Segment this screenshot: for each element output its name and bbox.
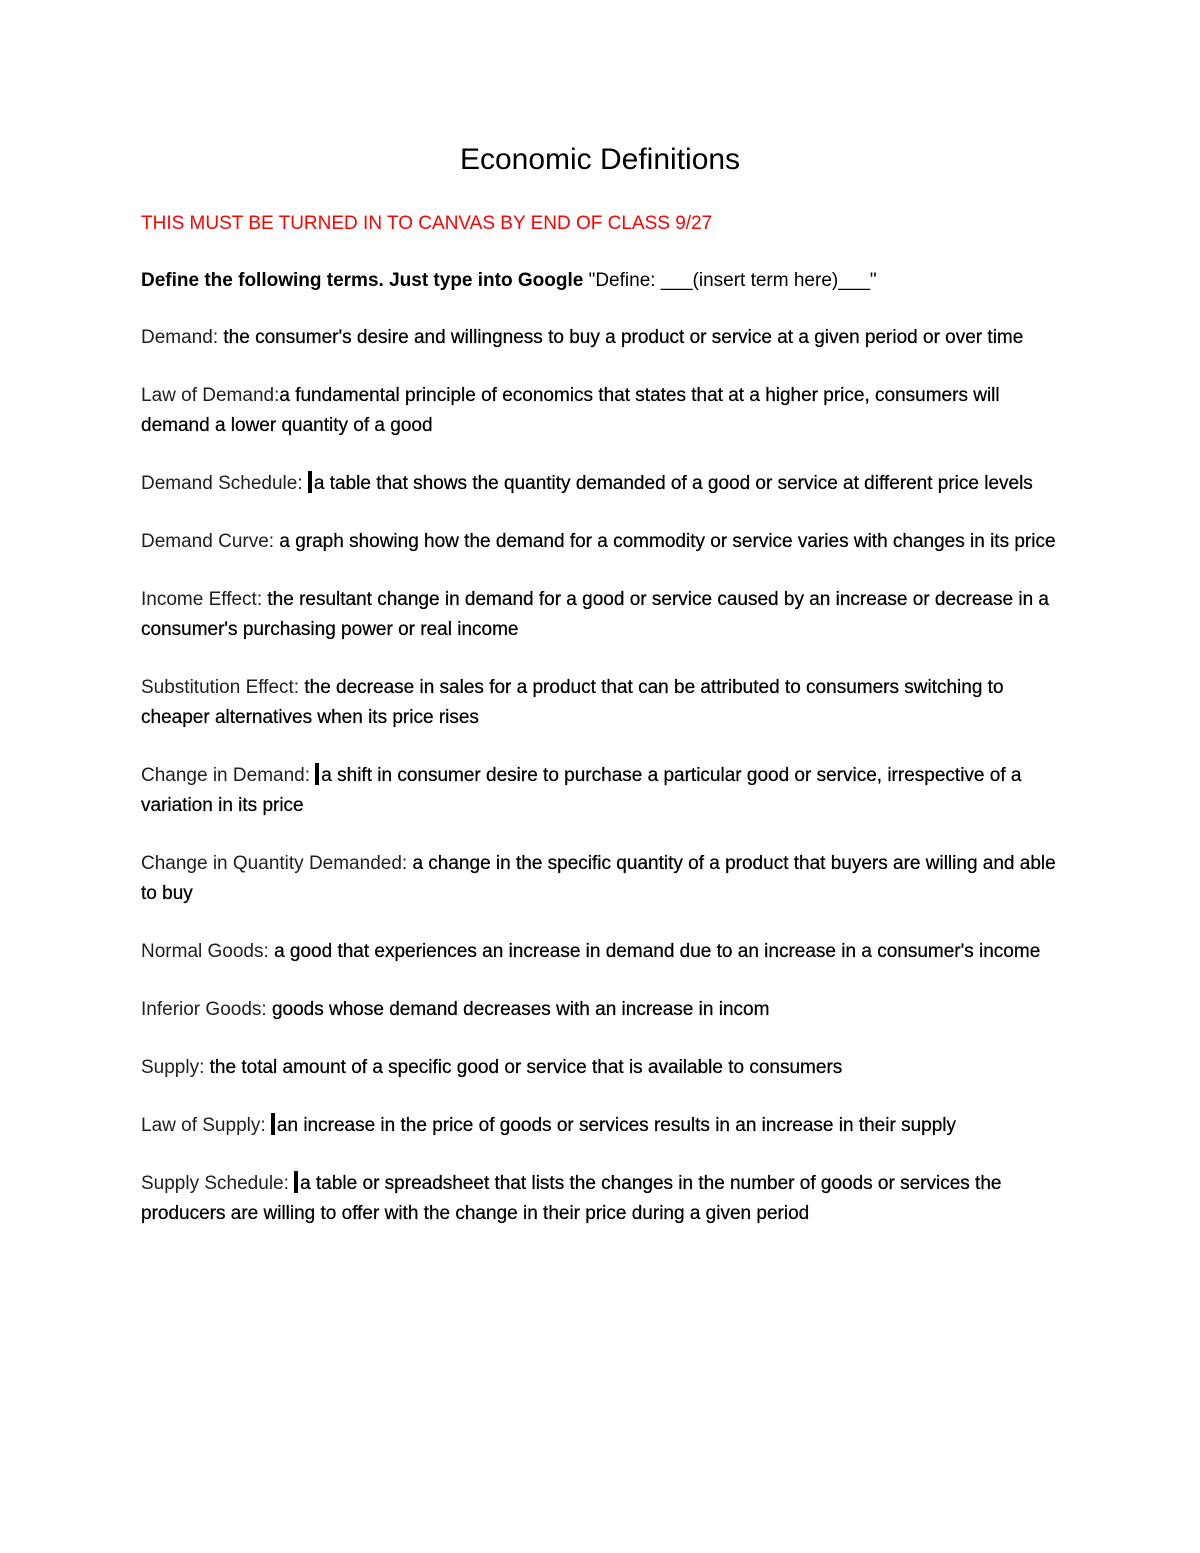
- term-label: Supply Schedule:: [141, 1173, 289, 1194]
- instructions-rest: "Define: ___(insert term here)___": [583, 270, 877, 291]
- definition-entry: [141, 995, 1061, 1025]
- term-label: Inferior Goods:: [141, 999, 267, 1020]
- term-label: Law of Demand:: [141, 385, 280, 406]
- instructions: [141, 266, 1061, 296]
- document-body: [141, 209, 1061, 1257]
- term-label: Demand Schedule:: [141, 473, 303, 494]
- definition-text: the resultant change in demand for a good or service caused by an increase or decrease in a consumer's purchasing power or real income: [141, 589, 1049, 640]
- term-label: Demand:: [141, 327, 219, 348]
- definition-entry: [141, 585, 1061, 645]
- definition-text: a good that experiences an increase in demand due to an increase in a consumer's income: [274, 941, 1041, 962]
- definition-text: the consumer's desire and willingness to buy a product or service at a given period or over time: [223, 327, 1024, 348]
- text-cursor-mark: [271, 1113, 275, 1135]
- term-label: Change in Demand:: [141, 765, 310, 786]
- term-label: Change in Quantity Demanded:: [141, 853, 408, 874]
- definition-text: a shift in consumer desire to purchase a particular good or service, irrespective of a variation in its price: [141, 765, 1022, 816]
- definition-entry: [141, 849, 1061, 909]
- term-label: Law of Supply:: [141, 1115, 266, 1136]
- definition-text: the total amount of a specific good or service that is available to consumers: [209, 1057, 843, 1078]
- definition-entry: [141, 381, 1061, 441]
- definition-entry: [141, 673, 1061, 733]
- term-label: Demand Curve:: [141, 531, 275, 552]
- definition-entry: [141, 527, 1061, 557]
- definition-text: a graph showing how the demand for a commodity or service varies with changes in its price: [279, 531, 1056, 552]
- text-cursor-mark: [315, 763, 319, 785]
- document-title: Economic Definitions: [459, 143, 741, 176]
- definition-text: a fundamental principle of economics that states that at a higher price, consumers will demand a lower quantity of a good: [141, 385, 1000, 436]
- definition-entry: [141, 761, 1061, 821]
- definition-text: goods whose demand decreases with an increase in incom: [271, 999, 770, 1020]
- text-cursor-mark: [294, 1171, 298, 1193]
- definition-entry: [141, 1111, 1061, 1141]
- term-label: Normal Goods:: [141, 941, 269, 962]
- term-label: Supply:: [141, 1057, 205, 1078]
- due-date-notice: THIS MUST BE TURNED IN TO CANVAS BY END OF CLASS 9/27: [141, 213, 713, 234]
- text-cursor-mark: [308, 471, 312, 493]
- definition-text: an increase in the price of goods or services results in an increase in their supply: [276, 1115, 956, 1136]
- definition-entry: [141, 323, 1061, 353]
- definition-text: a table that shows the quantity demanded of a good or service at different price levels: [313, 473, 1033, 494]
- definition-entry: [141, 1169, 1061, 1229]
- definition-text: a table or spreadsheet that lists the changes in the number of goods or services the producers are willing to offer with the change in their price during a given period: [141, 1173, 1002, 1224]
- definition-text: a change in the specific quantity of a product that buyers are willing and able to buy: [141, 853, 1056, 904]
- definition-entry: [141, 1053, 1061, 1083]
- term-label: Income Effect:: [141, 589, 263, 610]
- definition-entry: [141, 937, 1061, 967]
- instructions-bold: Define the following terms. Just type into Google: [141, 270, 584, 291]
- definition-text: the decrease in sales for a product that can be attributed to consumers switching to cheaper alternatives when its price rises: [141, 677, 1004, 728]
- term-label: Substitution Effect:: [141, 677, 300, 698]
- definition-entry: [141, 469, 1061, 499]
